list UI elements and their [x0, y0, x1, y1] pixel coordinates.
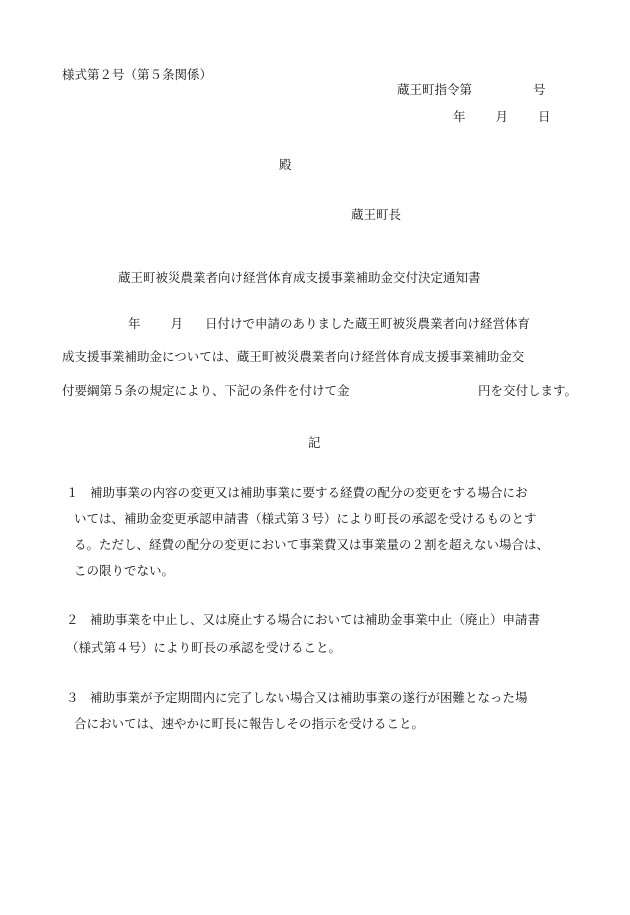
condition-line: 補助事業の内容の変更又は補助事業に要する経費の配分の変更をする場合にお: [90, 485, 528, 500]
reference-number-suffix: 号: [533, 82, 546, 97]
condition-number: ３: [66, 690, 79, 705]
issue-date: [453, 109, 551, 125]
condition-line: 補助事業が予定期間内に完了しない場合又は補助事業の遂行が困難となった場: [90, 690, 528, 705]
sender-name: 蔵王町長: [351, 207, 402, 222]
reference-number-label: 蔵王町指令第: [397, 82, 473, 97]
body-month: 月: [170, 316, 184, 331]
condition-3: [66, 690, 528, 706]
condition-number: １: [66, 485, 79, 500]
condition-line: （様式第４号）により町長の承認を受けること。: [66, 640, 342, 655]
condition-2: [66, 612, 540, 628]
body-line-3: 付要綱第５条の規定により、下記の条件を付けて金: [62, 383, 350, 398]
date-year: 年: [453, 109, 466, 124]
body-line-1-text: 日付けで申請のありました蔵王町被災農業者向け経営体育: [205, 316, 531, 331]
condition-1: [66, 485, 528, 501]
document-title: 蔵王町被災農業者向け経営体育成支援事業補助金交付決定通知書: [118, 270, 481, 285]
date-day: 日: [538, 109, 551, 124]
form-number: 様式第２号（第５条関係）: [62, 67, 213, 82]
addressee-honorific: 殿: [279, 157, 292, 172]
body-year: 年: [128, 316, 141, 331]
condition-line: この限りでない。: [74, 563, 175, 578]
condition-line: 補助事業を中止し、又は廃止する場合においては補助金事業中止（廃止）申請書: [90, 612, 541, 627]
condition-line: 合においては、速やかに町長に報告しその指示を受けること。: [74, 716, 425, 731]
ki-heading: 記: [308, 435, 321, 450]
date-month: 月: [495, 109, 509, 124]
body-line-1: [128, 316, 530, 332]
body-line-2: 成支援事業補助金については、蔵王町被災農業者向け経営体育成支援事業補助金交: [62, 349, 525, 364]
condition-line: る。ただし、経費の配分の変更において事業費又は事業量の２割を超えない場合は、: [74, 537, 550, 552]
condition-number: ２: [66, 612, 79, 627]
condition-line: いては、補助金変更承認申請書（様式第３号）により町長の承認を受けるものとす: [74, 511, 537, 526]
amount-suffix: 円を交付します。: [478, 383, 578, 398]
